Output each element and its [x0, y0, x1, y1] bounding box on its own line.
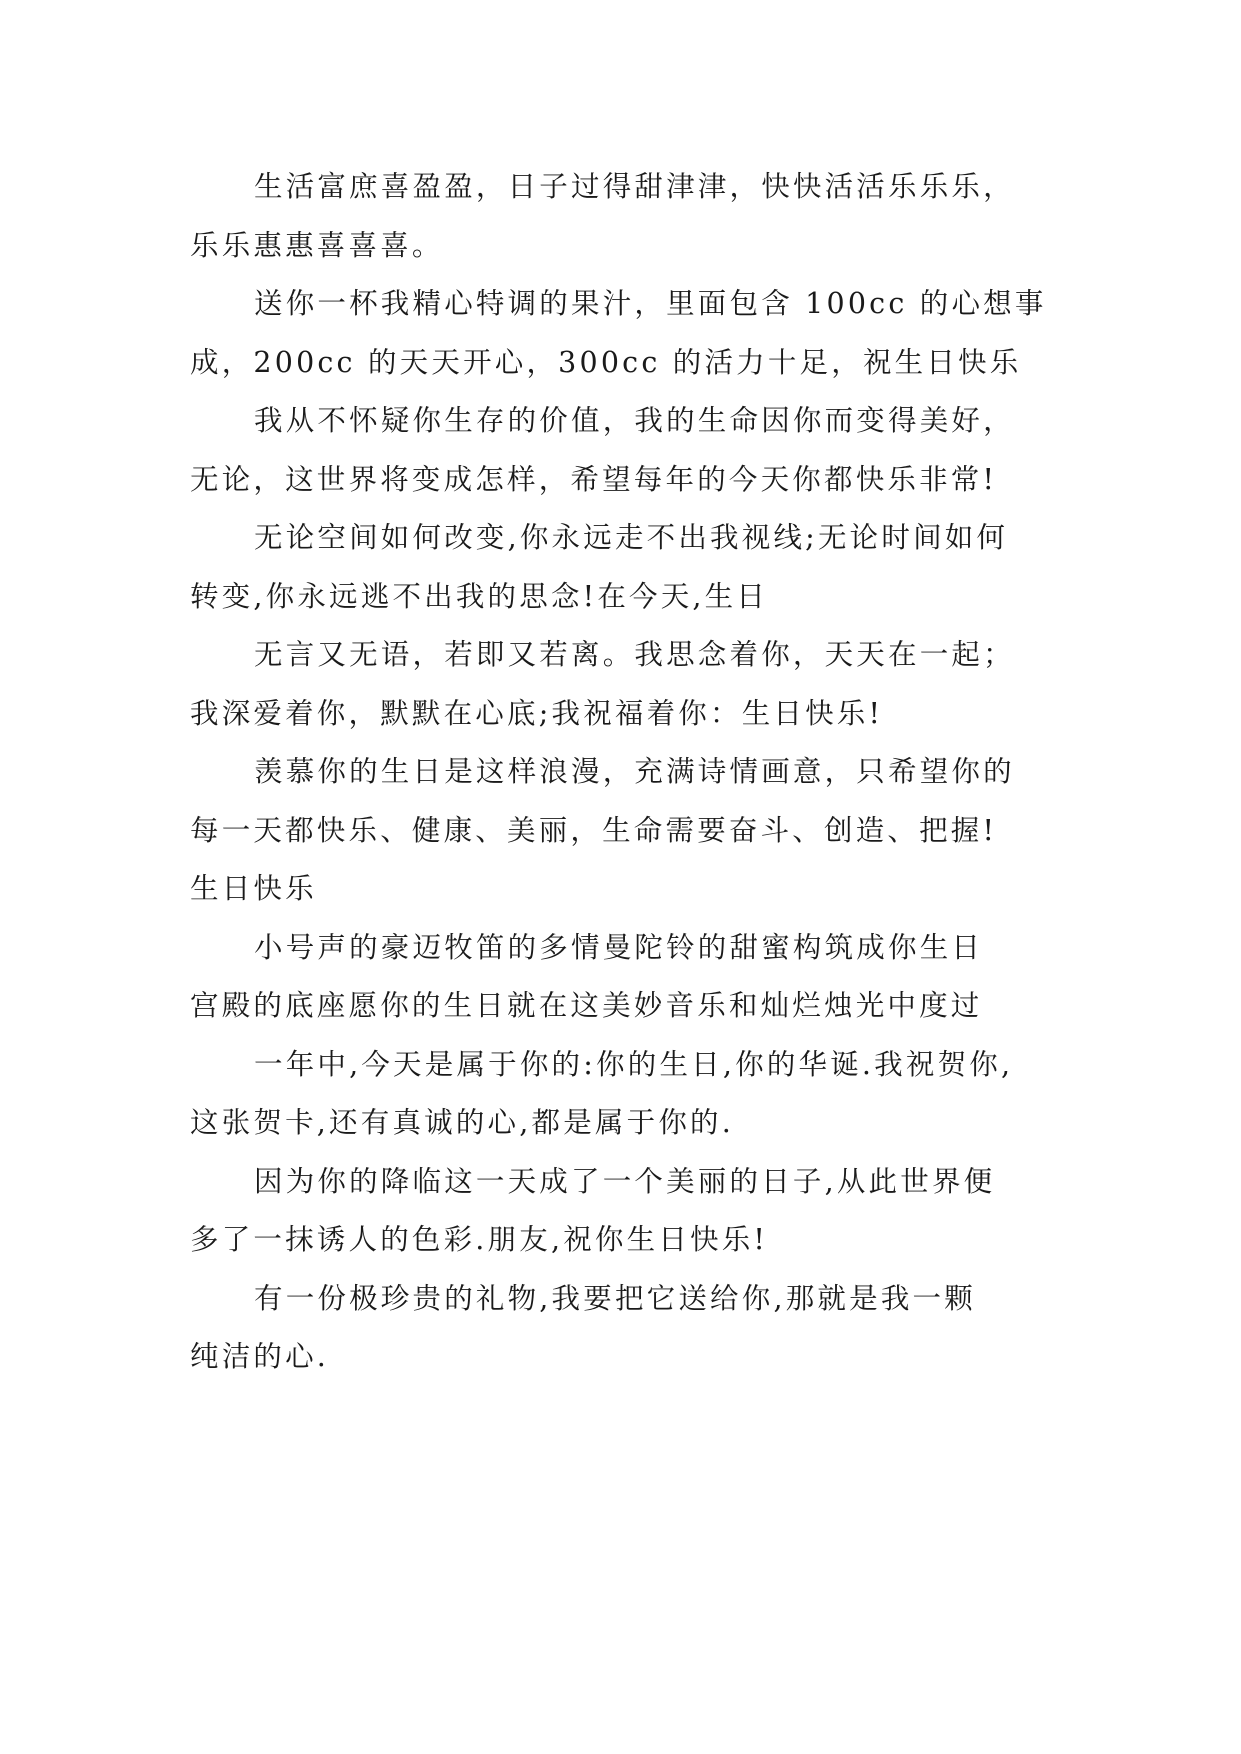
document-body — [190, 158, 1070, 1387]
paragraph-line: 送你一杯我精心特调的果汁，里面包含 100cc 的心想事 — [254, 287, 1047, 320]
paragraph-line: 多了一抹诱人的色彩.朋友,祝你生日快乐! — [190, 1223, 769, 1256]
paragraph-line: 每一天都快乐、健康、美丽，生命需要奋斗、创造、把握! — [190, 813, 998, 847]
paragraph-line: 羡慕你的生日是这样浪漫，充满诗情画意，只希望你的 — [254, 755, 1015, 788]
paragraph-line: 生活富庶喜盈盈，日子过得甜津津，快快活活乐乐乐， — [254, 170, 1015, 203]
paragraph-7 — [190, 919, 1070, 1036]
paragraph-3 — [190, 392, 1070, 509]
paragraph-10 — [190, 1270, 1070, 1387]
paragraph-line: 一年中,今天是属于你的:你的生日,你的华诞.我祝贺你, — [254, 1047, 1014, 1081]
paragraph-line: 无论，这世界将变成怎样，希望每年的今天你都快乐非常! — [190, 462, 998, 496]
paragraph-line: 转变,你永远逃不出我的思念!在今天,生日 — [190, 579, 769, 613]
paragraph-line: 宫殿的底座愿你的生日就在这美妙音乐和灿烂烛光中度过 — [190, 989, 983, 1022]
paragraph-line: 这张贺卡,还有真诚的心,都是属于你的. — [190, 1106, 734, 1139]
paragraph-line: 生日快乐 — [190, 872, 317, 905]
paragraph-line: 纯洁的心. — [190, 1340, 330, 1373]
paragraph-line: 无言又无语，若即又若离。我思念着你，天天在一起； — [254, 638, 1015, 671]
paragraph-line: 小号声的豪迈牧笛的多情曼陀铃的甜蜜构筑成你生日 — [254, 930, 984, 964]
paragraph-line: 因为你的降临这一天成了一个美丽的日子,从此世界便 — [254, 1164, 996, 1198]
paragraph-1 — [190, 158, 1070, 275]
paragraph-line: 有一份极珍贵的礼物,我要把它送给你,那就是我一颗 — [254, 1281, 976, 1315]
paragraph-line: 我深爱着你，默默在心底;我祝福着你：生日快乐! — [190, 696, 884, 730]
paragraph-line: 乐乐惠惠喜喜喜。 — [190, 228, 444, 262]
paragraph-8 — [190, 1036, 1070, 1153]
paragraph-4 — [190, 509, 1070, 626]
paragraph-line: 我从不怀疑你生存的价值，我的生命因你而变得美好， — [254, 404, 1015, 437]
paragraph-9 — [190, 1153, 1070, 1270]
paragraph-5 — [190, 626, 1070, 743]
paragraph-line: 无论空间如何改变,你永远走不出我视线;无论时间如何 — [254, 521, 1009, 554]
paragraph-line: 成，200cc 的天天开心，300cc 的活力十足，祝生日快乐 — [190, 345, 1022, 379]
paragraph-6 — [190, 743, 1070, 919]
paragraph-2 — [190, 275, 1070, 392]
